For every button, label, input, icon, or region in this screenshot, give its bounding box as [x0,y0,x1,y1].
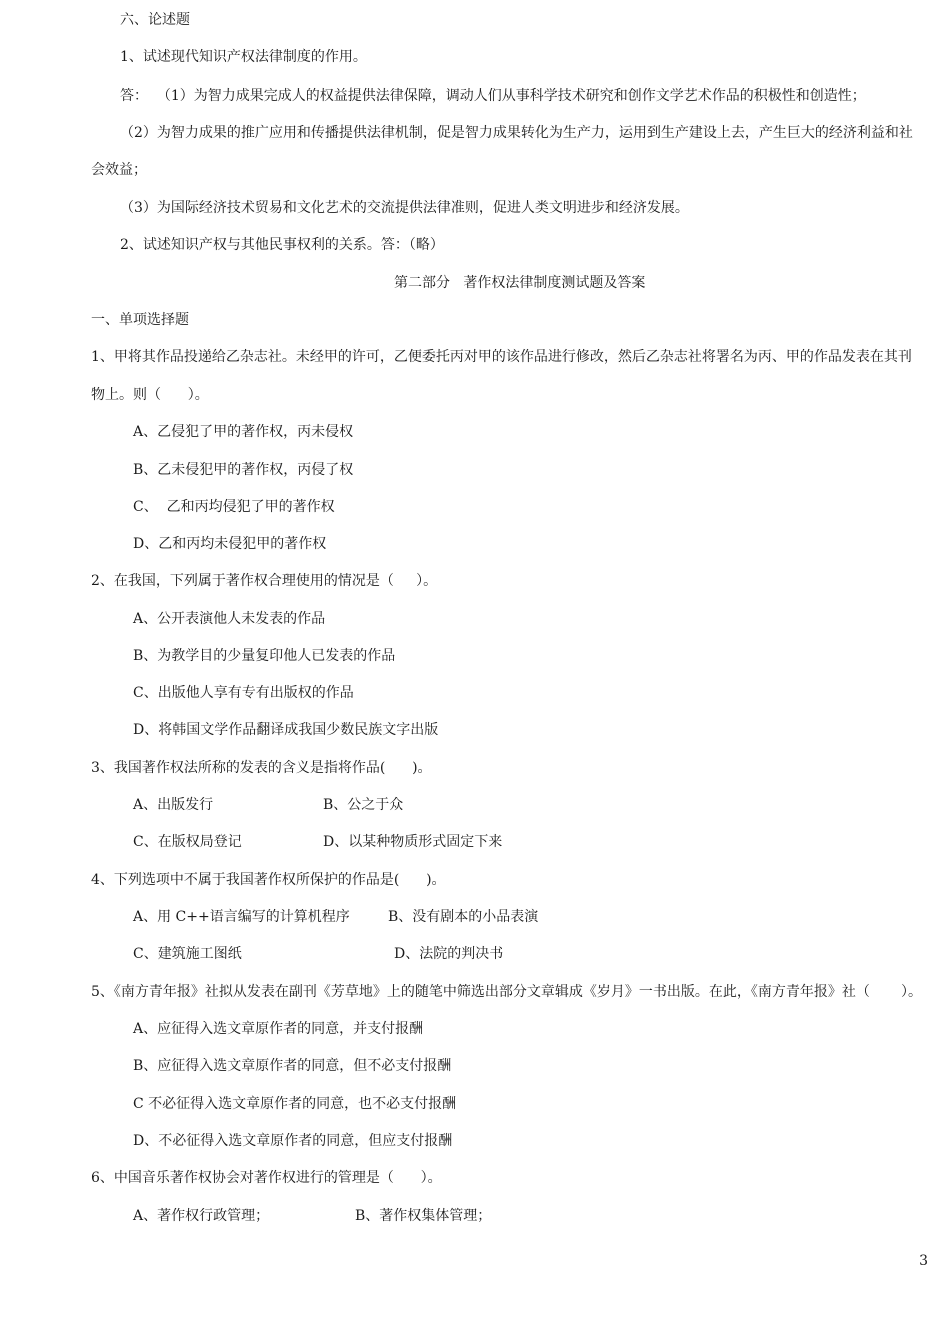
q4-option-d: D、法院的判决书 [394,946,504,962]
question-1: 1、甲将其作品投递给乙杂志社。未经甲的许可，乙便委托丙对甲的该作品进行修改，然后乙杂志社将署名为丙、甲的作品发表在其刊 [91,349,912,365]
q6-option-a: A、著作权行政管理； [133,1208,270,1224]
q1-option-b: B、乙未侵犯甲的著作权，丙侵了权 [133,462,354,478]
question-1-cont: 物上。则（ ）。 [91,387,209,403]
q4-option-b: B、没有剧本的小品表演 [388,909,539,925]
q2-option-a: A、公开表演他人未发表的作品 [133,611,326,627]
q6-option-b: B、著作权集体管理； [355,1208,492,1224]
page-number: 3 [919,1253,928,1269]
essay-question-1: 1、试述现代知识产权法律制度的作用。 [120,49,367,65]
q2-option-b: B、为教学目的少量复印他人已发表的作品 [133,648,396,664]
section-heading-single-choice: 一、单项选择题 [91,312,189,328]
q3-option-d: D、以某种物质形式固定下来 [323,834,503,850]
answer-point-2: （2）为智力成果的推广应用和传播提供法律机制，促是智力成果转化为生产力，运用到生产建设上去，产生巨大的经济利益和社 [120,125,913,141]
question-5: 5、《南方青年报》社拟从发表在副刊《芳草地》上的随笔中筛选出部分文章辑成《岁月》一书出版。在此，《南方青年报》社（ ）。 [91,984,923,1000]
q5-option-b: B、应征得入选文章原作者的同意，但不必支付报酬 [133,1058,452,1074]
q3-option-c: C、在版权局登记 [133,834,242,850]
q4-option-c: C、建筑施工图纸 [133,946,242,962]
essay-question-2: 2、试述知识产权与其他民事权利的关系。答：（略） [120,237,444,253]
q5-option-a: A、应征得入选文章原作者的同意，并支付报酬 [133,1021,424,1037]
question-4: 4、下列选项中不属于我国著作权所保护的作品是( )。 [91,872,446,888]
q3-option-a: A、出版发行 [133,797,214,813]
part-title: 第二部分 著作权法律制度测试题及答案 [394,275,646,291]
q1-option-c: C、 乙和丙均侵犯了甲的著作权 [133,499,335,515]
q4-option-a: A、用 C++语言编写的计算机程序 [133,909,350,925]
section-heading-essay: 六、论述题 [120,12,190,28]
q2-option-d: D、将韩国文学作品翻译成我国少数民族文字出版 [133,722,439,738]
q1-option-d: D、乙和丙均未侵犯甲的著作权 [133,536,327,552]
answer-point-2-cont: 会效益； [91,162,147,178]
answer-point-1: 答： （1）为智力成果完成人的权益提供法律保障，调动人们从事科学技术研究和创作文学艺术作品的积极性和创造性； [120,88,866,104]
answer-point-3: （3）为国际经济技术贸易和文化艺术的交流提供法律准则，促进人类文明进步和经济发展。 [120,200,689,216]
question-6: 6、中国音乐著作权协会对著作权进行的管理是（ ）。 [91,1170,442,1186]
q2-option-c: C、出版他人享有专有出版权的作品 [133,685,354,701]
q5-option-c: C 不必征得入选文章原作者的同意，也不必支付报酬 [133,1096,457,1112]
question-2: 2、在我国，下列属于著作权合理使用的情况是（ ）。 [91,573,438,589]
q5-option-d: D、不必征得入选文章原作者的同意，但应支付报酬 [133,1133,453,1149]
q1-option-a: A、乙侵犯了甲的著作权，丙未侵权 [133,424,354,440]
q3-option-b: B、公之于众 [323,797,404,813]
question-3: 3、我国著作权法所称的发表的含义是指将作品( )。 [91,760,432,776]
